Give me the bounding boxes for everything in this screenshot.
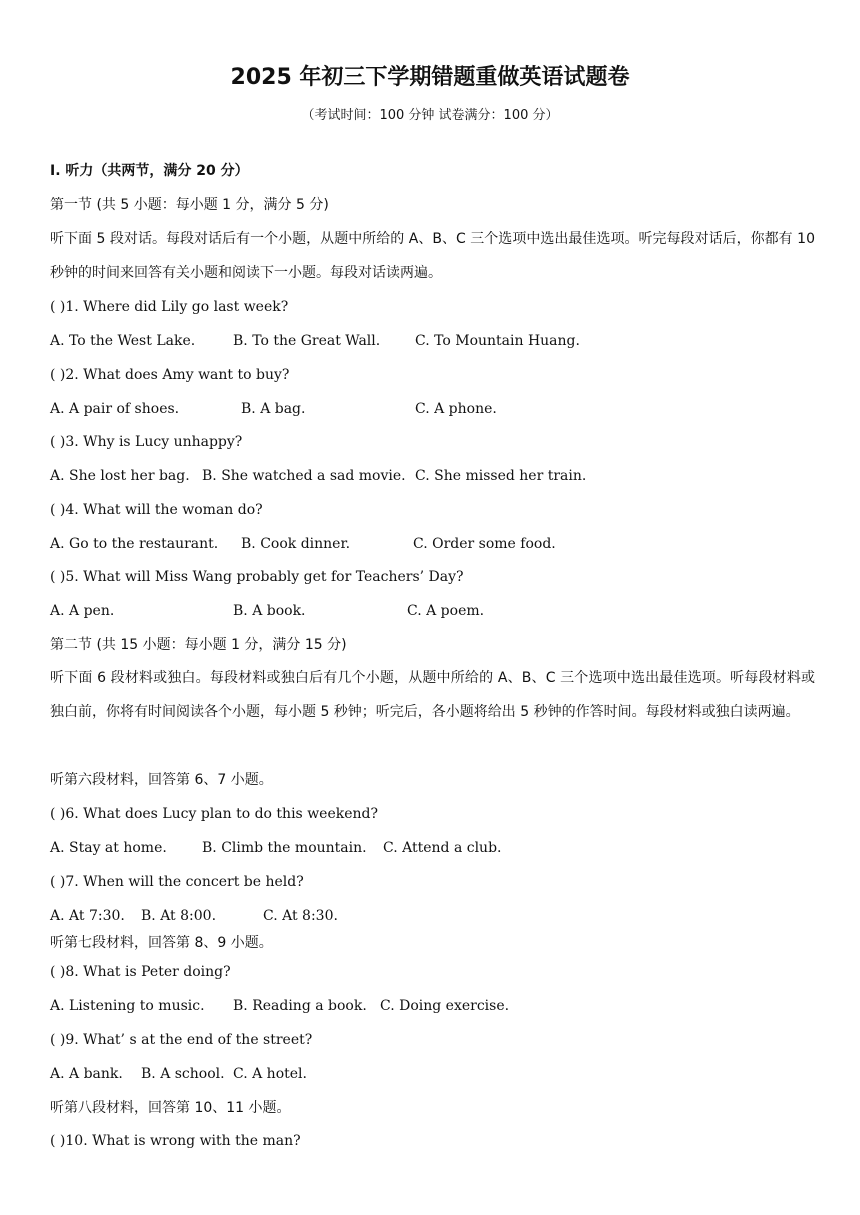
q9-option-a: A. A bank. bbox=[50, 1066, 123, 1082]
q9-option-b: B. A school. bbox=[141, 1066, 225, 1082]
q5-option-c: C. A poem. bbox=[407, 603, 485, 619]
material-8-instruction: 听第八段材料，回答第 10、11 小题。 bbox=[50, 1100, 291, 1116]
q9-option-c: C. A hotel. bbox=[233, 1066, 307, 1082]
part2-heading: 第二节 (共 15 小题：每小题 1 分，满分 15 分) bbox=[50, 637, 347, 653]
q6-option-b: B. Climb the mountain. bbox=[202, 840, 367, 856]
q8-option-b: B. Reading a book. bbox=[233, 998, 367, 1014]
question-3: ( )3. Why is Lucy unhappy? bbox=[50, 434, 243, 450]
question-2: ( )2. What does Amy want to buy? bbox=[50, 367, 290, 383]
question-4: ( )4. What will the woman do? bbox=[50, 502, 263, 518]
q1-option-a: A. To the West Lake. bbox=[50, 333, 196, 349]
section-heading-listening: I. 听力（共两节，满分 20 分） bbox=[50, 163, 249, 179]
q4-option-b: B. Cook dinner. bbox=[241, 536, 351, 552]
page-title: 2025 年初三下学期错题重做英语试题卷 bbox=[230, 65, 630, 90]
question-8: ( )8. What is Peter doing? bbox=[50, 964, 231, 980]
material-7-instruction: 听第七段材料，回答第 8、9 小题。 bbox=[50, 935, 273, 951]
q6-option-c: C. Attend a club. bbox=[383, 840, 502, 856]
q7-option-c: C. At 8:30. bbox=[263, 908, 338, 924]
q8-option-a: A. Listening to music. bbox=[50, 998, 205, 1014]
part1-instructions: 听下面 5 段对话。每段对话后有一个小题，从题中所给的 A、B、C 三个选项中选出最佳选项。听完每段对话后，你都有 10 秒钟的时间来回答有关小题和阅读下一小题。每段对话读两遍。 bbox=[50, 231, 815, 281]
q4-option-a: A. Go to the restaurant. bbox=[50, 536, 219, 552]
q5-option-b: B. A book. bbox=[233, 603, 306, 619]
part1-heading: 第一节 (共 5 小题：每小题 1 分，满分 5 分) bbox=[50, 197, 329, 213]
q5-option-a: A. A pen. bbox=[50, 603, 115, 619]
q2-option-a: A. A pair of shoes. bbox=[50, 401, 180, 417]
q3-option-b: B. She watched a sad movie. bbox=[202, 468, 406, 484]
q2-option-c: C. A phone. bbox=[415, 401, 497, 417]
q4-option-c: C. Order some food. bbox=[413, 536, 556, 552]
question-1: ( )1. Where did Lily go last week? bbox=[50, 299, 289, 315]
material-6-instruction: 听第六段材料，回答第 6、7 小题。 bbox=[50, 772, 273, 788]
question-5: ( )5. What will Miss Wang probably get for Teachers’ Day? bbox=[50, 569, 464, 585]
q3-option-c: C. She missed her train. bbox=[415, 468, 587, 484]
q7-option-b: B. At 8:00. bbox=[141, 908, 217, 924]
q6-option-a: A. Stay at home. bbox=[50, 840, 167, 856]
question-7: ( )7. When will the concert be held? bbox=[50, 874, 304, 890]
q7-option-a: A. At 7:30. bbox=[50, 908, 125, 924]
q8-option-c: C. Doing exercise. bbox=[380, 998, 510, 1014]
question-10: ( )10. What is wrong with the man? bbox=[50, 1133, 301, 1149]
q1-option-c: C. To Mountain Huang. bbox=[415, 333, 580, 349]
part2-instructions: 听下面 6 段材料或独白。每段材料或独白后有几个小题，从题中所给的 A、B、C 三个选项中选出最佳选项。听每段材料或独白前，你将有时间阅读各个小题，每小题 5 秒钟；听完后，各小题将给出 5 秒钟的作答时间。每段材料或独白读两遍。 bbox=[50, 670, 815, 720]
question-9: ( )9. What’ s at the end of the street? bbox=[50, 1032, 313, 1048]
exam-info: （考试时间：100 分钟 试卷满分：100 分） bbox=[301, 108, 559, 123]
question-6: ( )6. What does Lucy plan to do this weekend? bbox=[50, 806, 378, 822]
q3-option-a: A. She lost her bag. bbox=[50, 468, 190, 484]
q2-option-b: B. A bag. bbox=[241, 401, 306, 417]
q1-option-b: B. To the Great Wall. bbox=[233, 333, 381, 349]
